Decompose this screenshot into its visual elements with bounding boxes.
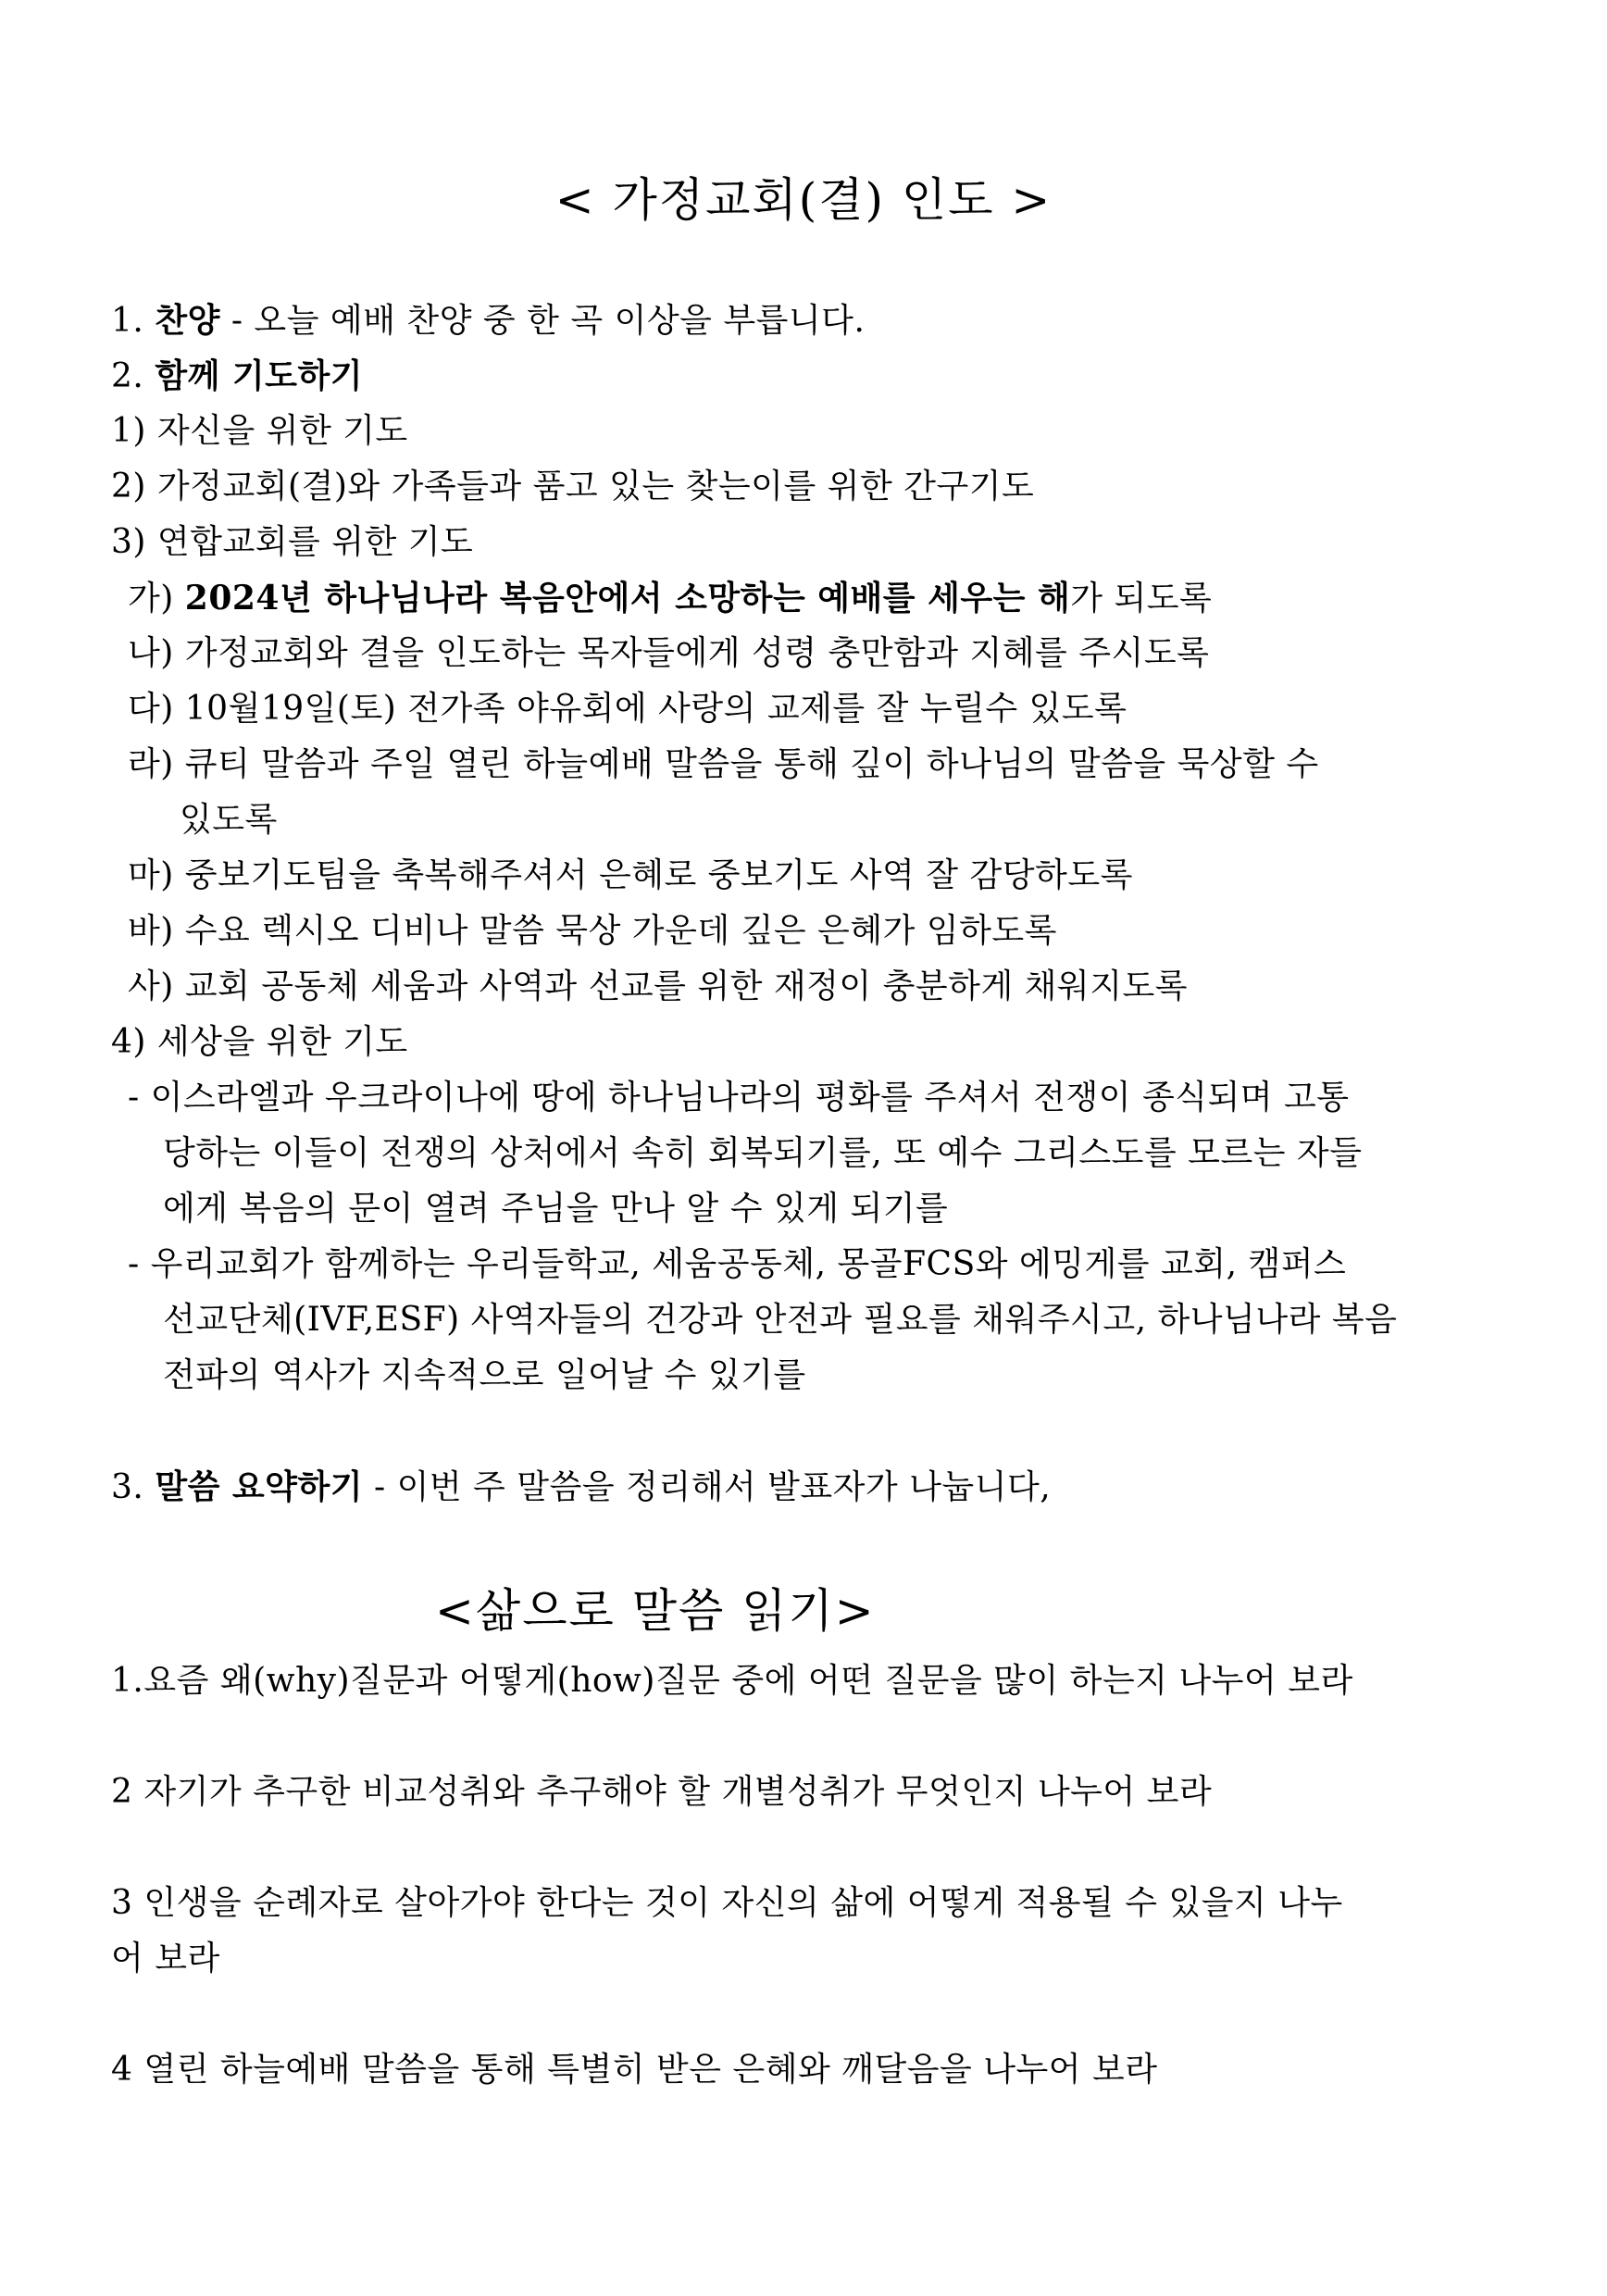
prayer-item-family: 2) 가정교회(결)와 가족들과 품고 있는 찾는이를 위한 간구기도 — [111, 468, 1035, 505]
church-prayer-ga — [128, 576, 1212, 621]
page-title: < 가정교회(결) 인도 > — [554, 173, 1053, 227]
world-prayer-1-cont: 당하는 이들이 전쟁의 상처에서 속히 회복되기를, 또 예수 그리스도를 모르는 자들 — [163, 1134, 1363, 1172]
question-2: 2 자기가 추구한 비교성취와 추구해야 할 개별성취가 무엇인지 나누어 보라 — [111, 1773, 1213, 1811]
section-heading: 찬양 — [155, 301, 220, 340]
church-prayer-ma: 마) 중보기도팀을 축복해주셔서 은혜로 중보기도 사역 잘 감당하도록 — [128, 856, 1133, 894]
section-heading: 함께 기도하기 — [155, 356, 364, 395]
world-prayer-2: - 우리교회가 함께하는 우리들학교, 세움공동체, 몽골FCS와 에밍게를 교회, 캠퍼스 — [128, 1245, 1347, 1283]
church-prayer-ra: 라) 큐티 말씀과 주일 열린 하늘예배 말씀을 통해 깊이 하나님의 말씀을 묵상할 수 — [128, 745, 1319, 783]
church-prayer-sa: 사) 교회 공동체 세움과 사역과 선교를 위한 재정이 충분하게 채워지도록 — [128, 967, 1189, 1005]
item-bold-text: 2024년 하나님나라 복음안에서 소망하는 예배를 세우는 해 — [184, 579, 1071, 618]
prayer-item-church: 3) 연합교회를 위한 기도 — [111, 523, 474, 561]
section-prayer — [111, 354, 363, 399]
section-number: 3. — [111, 1468, 144, 1506]
section-number: 1. — [111, 302, 144, 340]
church-prayer-da: 다) 10월19일(토) 전가족 야유회에 사랑의 교제를 잘 누릴수 있도록 — [128, 690, 1127, 728]
item-marker: 가) — [128, 580, 174, 618]
prayer-item-world: 4) 세상을 위한 기도 — [111, 1023, 408, 1061]
church-prayer-ra-cont: 있도록 — [180, 801, 278, 839]
world-prayer-1-cont: 에게 복음의 문이 열려 주님을 만나 알 수 있게 되기를 — [163, 1190, 949, 1228]
prayer-item-self: 1) 자신을 위한 기도 — [111, 412, 408, 450]
section-summary — [111, 1465, 1051, 1510]
question-1: 1.요즘 왜(why)질문과 어떻게(how)질문 중에 어떤 질문을 많이 하는지 나누어 보라 — [111, 1662, 1353, 1700]
question-3-cont: 어 보라 — [111, 1940, 220, 1978]
life-reading-title: <삶으로 말씀 읽기> — [435, 1584, 876, 1638]
church-prayer-ba: 바) 수요 렉시오 디비나 말씀 묵상 가운데 깊은 은혜가 임하도록 — [128, 912, 1057, 950]
item-text: 가 되도록 — [1070, 580, 1213, 618]
world-prayer-1: - 이스라엘과 우크라이나에 땅에 하나님나라의 평화를 주셔서 전쟁이 종식되며 고통 — [128, 1079, 1350, 1117]
section-text: - 오늘 예배 찬양 중 한 곡 이상을 부릅니다. — [219, 302, 866, 340]
question-4: 4 열린 하늘예배 말씀을 통해 특별히 받은 은혜와 깨달음을 나누어 보라 — [111, 2051, 1158, 2089]
world-prayer-2-cont: 전파의 역사가 지속적으로 일어날 수 있기를 — [163, 1356, 806, 1394]
question-3: 3 인생을 순례자로 살아가야 한다는 것이 자신의 삶에 어떻게 적용될 수 있을지 나누 — [111, 1884, 1343, 1922]
section-text: - 이번 주 말씀을 정리해서 발표자가 나눕니다, — [363, 1468, 1052, 1506]
section-heading: 말씀 요약하기 — [155, 1467, 364, 1506]
church-prayer-na: 나) 가정교회와 결을 인도하는 목자들에게 성령 충만함과 지혜를 주시도록 — [128, 634, 1210, 672]
world-prayer-2-cont: 선교단체(IVF,ESF) 사역자들의 건강과 안전과 필요를 채워주시고, 하나님나라 복음 — [163, 1301, 1398, 1339]
section-number: 2. — [111, 357, 144, 395]
section-praise — [111, 298, 865, 343]
